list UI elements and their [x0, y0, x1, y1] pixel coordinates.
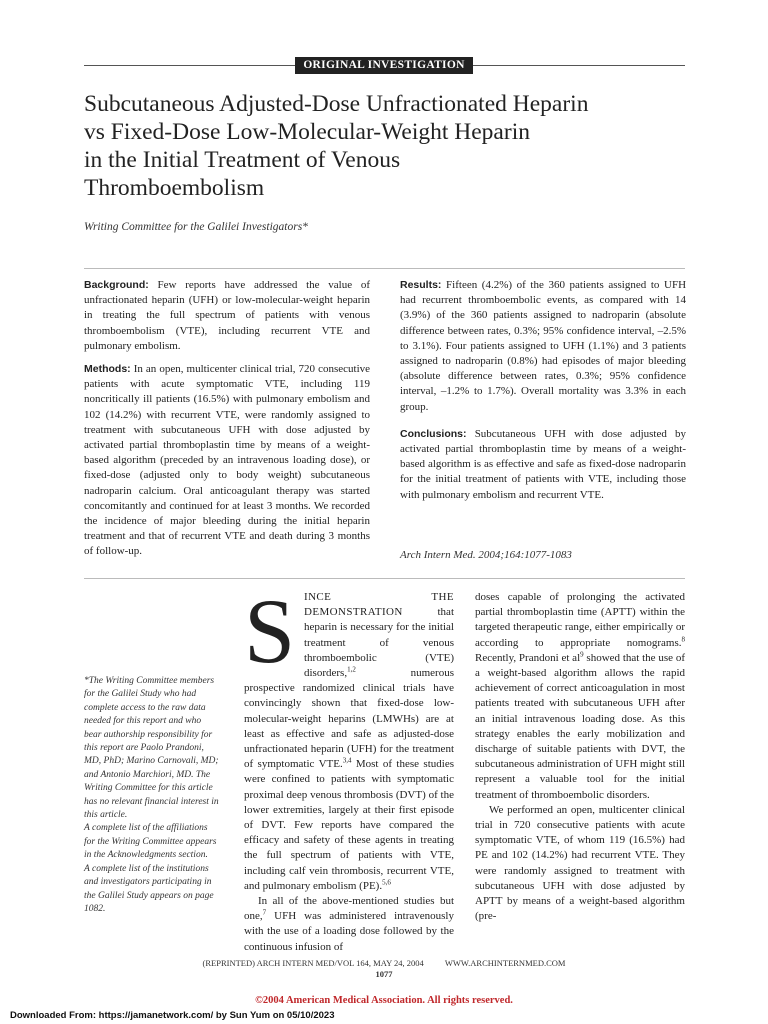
background-text: Few reports have addressed the value of unfractionated heparin (UFH) or low-molecular-weight heparin in treating the full spectrum of patients with venous thromboembolism (VTE), including recurrent VTE and pulmonary embolism.: [84, 279, 370, 352]
body-column-1: [244, 590, 454, 955]
background-label: Background:: [84, 279, 149, 291]
author-line: Writing Committee for the Galilei Investigators*: [84, 221, 308, 233]
abstract-conclusions: [400, 427, 686, 503]
download-notice: Downloaded From: https://jamanetwork.com/ by Sun Yum on 05/10/2023: [10, 1010, 335, 1021]
drop-cap: S: [244, 580, 296, 682]
dropcap-spacer: [244, 590, 304, 676]
section-tag: ORIGINAL INVESTIGATION: [295, 57, 473, 74]
body-column-2: [475, 590, 685, 924]
abstract-top-rule: [84, 268, 685, 269]
body-para-2: [244, 894, 454, 955]
author-footnote: [84, 675, 220, 916]
col1-text-c: Most of these studies were confined to patients with symptomatic proximal deep venous thrombosis (DVT) of the lower extremities, largely at their first episode of DVT. Few reports have compared the efficacy and safety of these agents in treating the full spectrum of patients with VTE, including calf vein thrombosis, recurrent VTE, and pulmonary embolism (PE).: [244, 758, 454, 892]
col1-text-b: numerous prospective randomized clinical trials have convincingly shown that fixed-dose low-molecular-weight heparins (LMWHs) are at least as effective and safe as adjusted-dose unfractionated heparin (UFH) for the treatment of symptomatic VTE.: [244, 667, 454, 771]
abstract-right-column: [400, 278, 686, 511]
body-para-1: [244, 590, 454, 894]
copyright-notice: ©2004 American Medical Association. All rights reserved.: [255, 995, 513, 1006]
opening-caps: INCE THE DEMONSTRATION: [304, 591, 454, 619]
ref-2: 3,4: [342, 756, 352, 765]
col2-text-a: doses capable of prolonging the activated partial thromboplastin time (APTT) within the targeted therapeutic range, either empirically or according to appropriate nomograms.: [475, 591, 685, 649]
col2-text-b: Recently, Prandoni et al: [475, 651, 581, 664]
col1-text-a: that heparin is necessary for the initial treatment of venous thromboembolic (VTE) disorders,: [304, 606, 454, 680]
conclusions-label: Conclusions:: [400, 427, 467, 440]
ref-1: 1,2: [347, 665, 356, 674]
ref-3: 5,6: [382, 878, 391, 887]
methods-text: In an open, multicenter clinical trial, 720 consecutive patients with acute symptomatic VTE, including 119 noncritically ill patients (16.5%) with pulmonary embolism and 102 (14.2%) with recurrent VTE, were randomly assigned to treatment with subcutaneous UFH with dose adjusted by activated partial thromboplastin time by means of a weight-based algorithm (preceded by an intravenous loading dose), or fixed-dose (adjusted only to body weight) subcutaneous nadroparin calcium. Oral anticoagulant therapy was started concomitantly and continued for at least 3 months. We recorded the incidence of major bleeding during the initial heparin treatment and that of recurrent VTE and death during 3 months of follow-up.: [84, 363, 371, 558]
journal-footer: (REPRINTED) ARCH INTERN MED/VOL 164, MAY 24, 2004 WWW.ARCHINTERNMED.COM: [202, 958, 566, 968]
abstract-background: [84, 278, 370, 354]
results-text: Fifteen (4.2%) of the 360 patients assigned to UFH had recurrent thromboembolic events, as compared with 14 (3.9%) of the 360 patients assigned to nadroparin (absolute difference between rates, 0.3%; 95% confidence interval, –2.5% to 3.1%). Four patients assigned to UFH (1.1%) and 3 patients assigned to nadroparin (0.8%) had episodes of major bleeding (absolute difference between rates, 0.3%; 95% confidence interval, –1.2% to 1.7%). Overall mortality was 3.3% in each group.: [400, 279, 687, 413]
methods-label: Methods:: [84, 363, 131, 376]
citation: Arch Intern Med. 2004;164:1077-1083: [400, 549, 572, 561]
abstract-bottom-rule: [84, 578, 685, 579]
col1-p2-text-a: In all of the above-mentioned studies but one,: [244, 895, 454, 923]
ref-4: 7: [262, 908, 267, 917]
col1-p2-text-b: UFH was administered intravenously with the use of a loading dose followed by the continuous infusion of: [244, 910, 454, 953]
body-para-4: We performed an open, multicenter clinical trial in 720 consecutive patients with acute symptomatic VTE, of whom 119 (16.5%) had PE and 102 (14.2%) had recurrent VTE. They were randomly assigned to treatment with subcutaneous UFH with dose adjusted by APTT by means of a weight-based algorithm (pre-: [475, 803, 685, 923]
page-number: 1077: [375, 969, 393, 979]
conclusions-text: Subcutaneous UFH with dose adjusted by activated partial thromboplastin time by means of a weight-based algorithm is as effective and safe as fixed-dose nadroparin for the initial treatment of patients with VTE, including those with pulmonary embolism and recurrent VTE.: [400, 427, 687, 501]
ref-6: 9: [580, 650, 584, 659]
col2-text-c: showed that the use of a weight-based algorithm allows the rapid achievement of correct anticoagulation in most patients treated with subcutaneous UFH after an initial intravenous loading dose. As this strategy enables the early mobilization and discharge of suitable patients with DVT, the subcutaneous administration of UFH might still represent a valuable tool for the initial treatment of thromboembolic disorders.: [475, 651, 685, 801]
abstract-methods: [84, 362, 370, 560]
ref-5: 8: [681, 634, 685, 643]
article-title: Subcutaneous Adjusted-Dose Unfractionated Heparin vs Fixed-Dose Low-Molecular-Weight Heparin in the Initial Treatment of Venous Thromboembolism: [84, 91, 589, 201]
body-para-3: [475, 590, 685, 803]
abstract-left-column: [84, 278, 370, 568]
footnote-text: *The Writing Committee members for the Galilei Study who had complete access to the raw data needed for this report and who bear authorship responsibility for this report are Paolo Prandoni, MD, PhD; Marino Carnovali, MD; and Antonio Marchiori, MD. The Writing Committee for this article has no relevant financial interest in this article. A complete list of the affiliations for the Writing Committee appears in the Acknowledgments section. A complete list of the institutions and investigators participating in the Galilei Study appears on page 1082.: [84, 676, 219, 914]
results-label: Results:: [400, 279, 442, 291]
abstract-results: [400, 278, 686, 415]
